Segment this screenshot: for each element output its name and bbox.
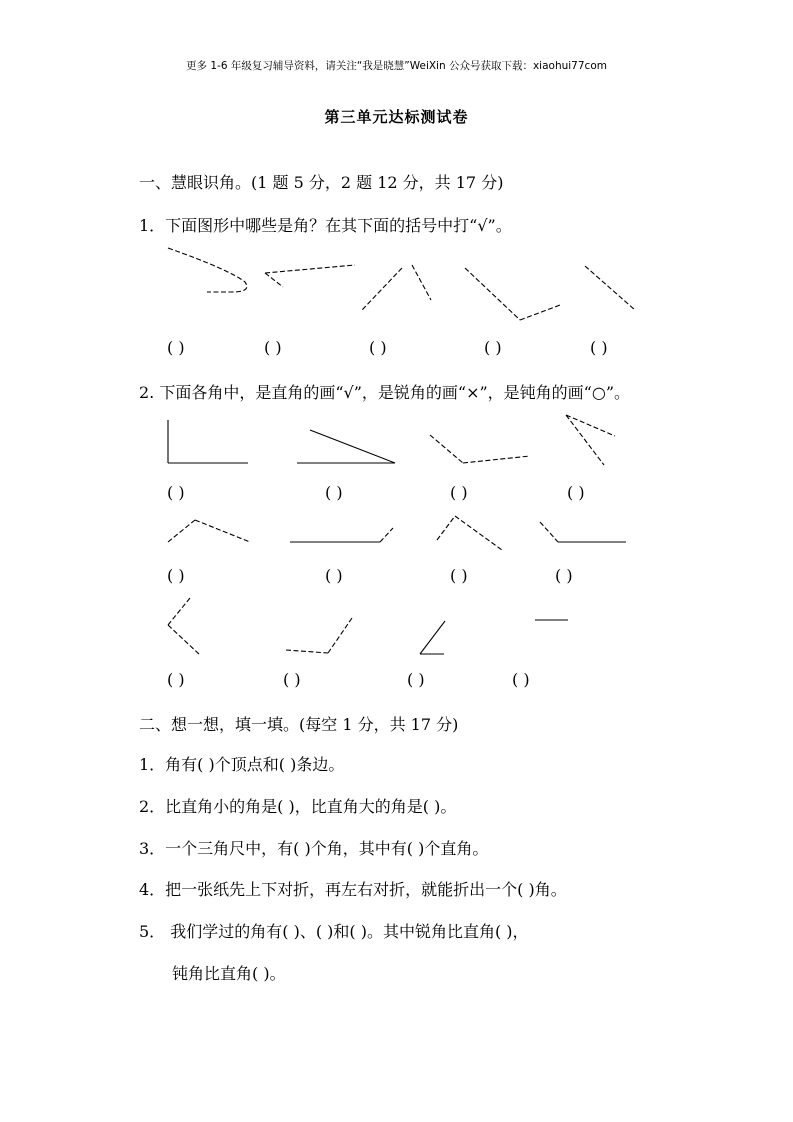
q2-answer-5[interactable]: ( ) xyxy=(167,566,185,585)
q2-angle-1 xyxy=(168,420,248,463)
q1-figure-4 xyxy=(465,268,560,320)
q2-answer-2[interactable]: ( ) xyxy=(325,483,343,502)
q2-answer-12[interactable]: ( ) xyxy=(512,670,530,689)
q1-answer-1[interactable]: ( ) xyxy=(167,338,185,357)
q2-angle-3 xyxy=(430,435,530,463)
question-2-4: 4．把一张纸先上下对折，再左右对折，就能折出一个( )角。 xyxy=(139,880,567,899)
question-2-5-cont: 钝角比直角( )。 xyxy=(172,964,286,983)
question-2-2: 2．比直角小的角是( )，比直角大的角是( )。 xyxy=(139,797,457,816)
q1-figure-1 xyxy=(168,248,247,292)
question-2-1: 1．角有( )个顶点和( )条边。 xyxy=(139,755,345,774)
q2-answer-1[interactable]: ( ) xyxy=(167,483,185,502)
q2-answer-6[interactable]: ( ) xyxy=(325,566,343,585)
section2-heading: 二、想一想，填一填。(每空 1 分，共 17 分) xyxy=(139,715,459,734)
q2-answer-7[interactable]: ( ) xyxy=(450,566,468,585)
q1-figure-5 xyxy=(585,266,635,310)
q1-answer-5[interactable]: ( ) xyxy=(590,338,608,357)
q2-angle-10 xyxy=(286,618,352,653)
q2-answer-4[interactable]: ( ) xyxy=(567,483,585,502)
question-2-3: 3．一个三角尺中，有( )个角，其中有( )个直角。 xyxy=(139,839,489,858)
q2-answer-10[interactable]: ( ) xyxy=(283,670,301,689)
question-1-2: 2. 下面各角中，是直角的画“√”，是锐角的画“×”，是钝角的画“○”。 xyxy=(139,383,630,402)
q2-angle-8 xyxy=(540,522,626,542)
q2-answer-3[interactable]: ( ) xyxy=(450,483,468,502)
q2-angle-6 xyxy=(290,528,393,542)
page-title: 第三单元达标测试卷 xyxy=(324,108,469,126)
question-2-5: 5． 我们学过的角有( )、( )和( )。其中锐角比直角( )， xyxy=(139,922,529,941)
q1-figure-2 xyxy=(265,265,355,287)
q1-figure-3 xyxy=(362,265,431,310)
q2-angle-5 xyxy=(168,520,250,542)
question-1-1: 1．下面图形中哪些是角？在其下面的括号中打“√”。 xyxy=(139,216,512,235)
q2-answer-11[interactable]: ( ) xyxy=(407,670,425,689)
q1-answer-2[interactable]: ( ) xyxy=(264,338,282,357)
q2-angle-4 xyxy=(566,415,615,465)
q1-answer-4[interactable]: ( ) xyxy=(484,338,502,357)
q2-angle-11 xyxy=(420,621,445,654)
section1-heading: 一、慧眼识角。(1 题 5 分，2 题 12 分，共 17 分) xyxy=(139,173,504,192)
q2-angle-9 xyxy=(168,598,200,655)
q1-answer-3[interactable]: ( ) xyxy=(369,338,387,357)
q2-answer-8[interactable]: ( ) xyxy=(555,566,573,585)
q2-angle-2 xyxy=(297,430,395,463)
header-note: 更多 1-6 年级复习辅导资料，请关注“我是晓慧”WeiXin 公众号获取下载：xiaohui77com xyxy=(186,60,607,72)
q2-angle-7 xyxy=(437,516,502,550)
q2-answer-9[interactable]: ( ) xyxy=(167,670,185,689)
